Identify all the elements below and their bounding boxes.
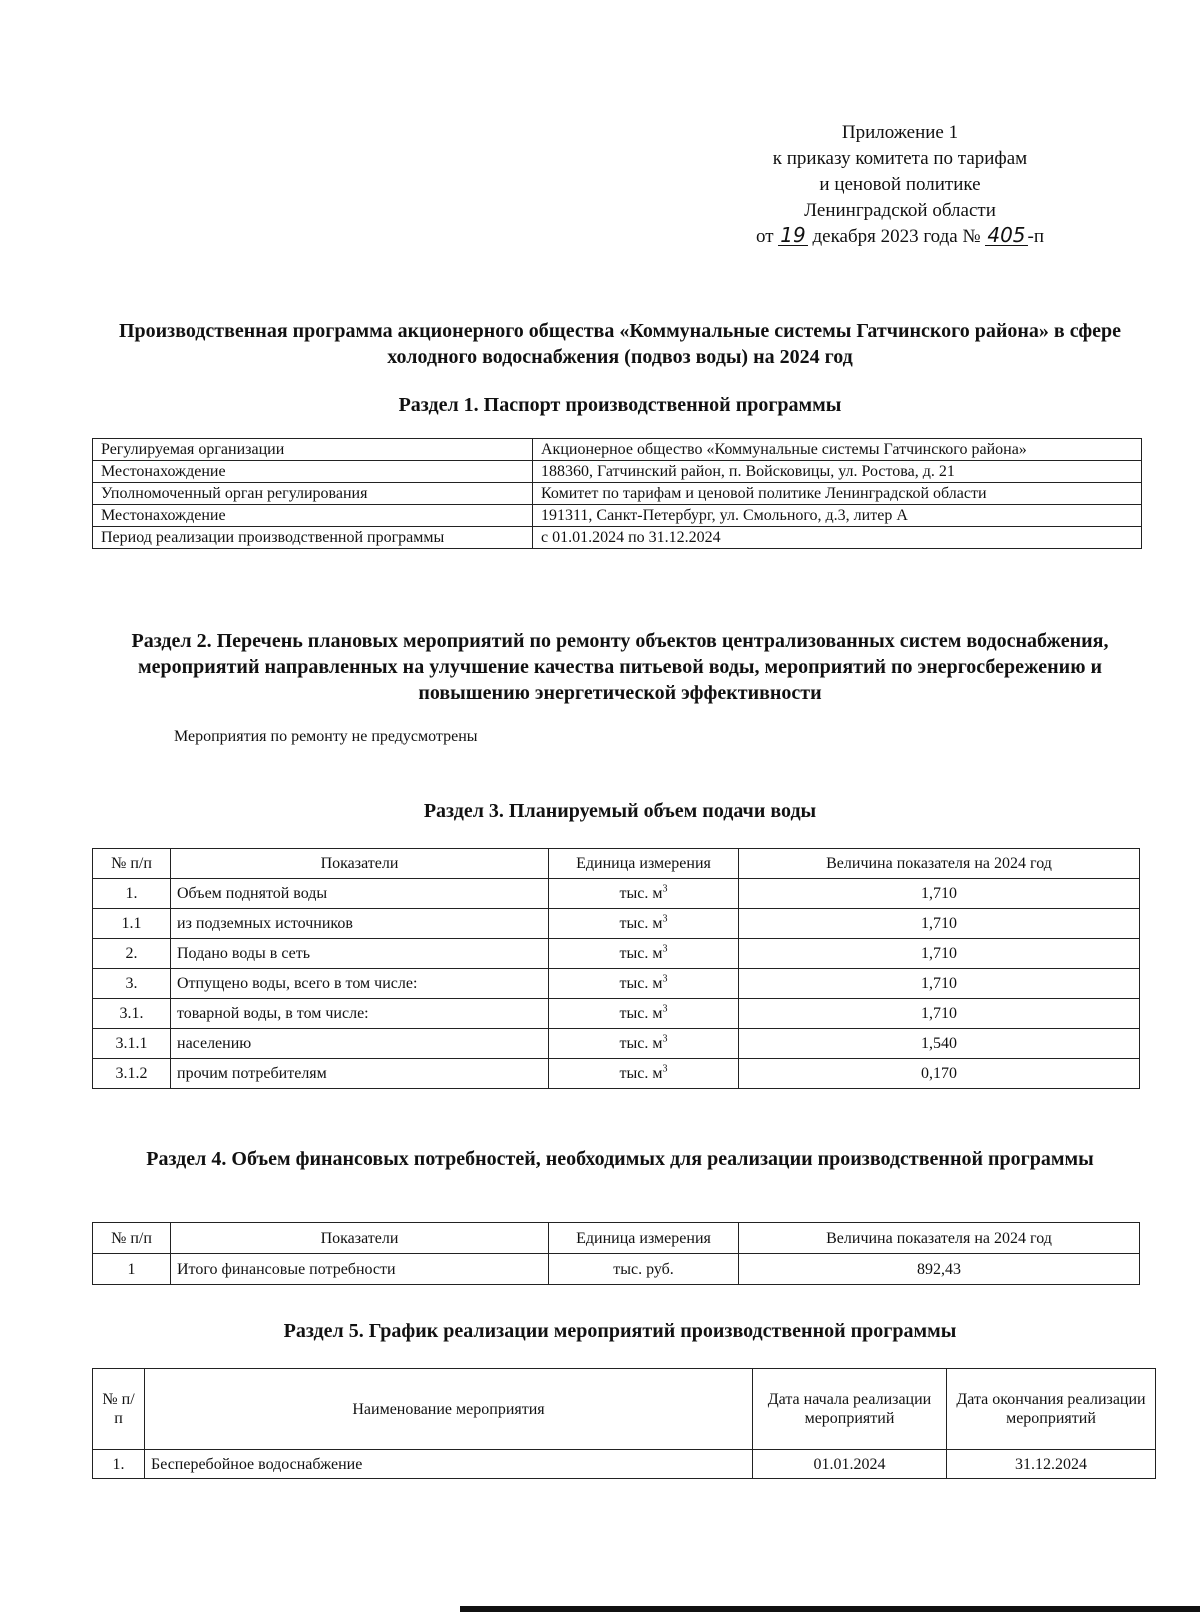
passport-value: 191311, Санкт-Петербург, ул. Смольного, д.3, литер А bbox=[533, 505, 1142, 527]
appendix-date-line bbox=[720, 224, 1080, 250]
appendix-line: и ценовой политике bbox=[819, 174, 981, 195]
table-row bbox=[93, 461, 1142, 483]
unit: тыс. $м^3$ bbox=[549, 939, 739, 969]
row-number: 3.1. bbox=[93, 999, 171, 1029]
table-row bbox=[93, 879, 1140, 909]
appendix-line: к приказу комитета по тарифам bbox=[772, 148, 1028, 169]
table-header-row bbox=[93, 1369, 1156, 1450]
indicator-name: Объем поднятой воды bbox=[171, 879, 549, 909]
financial-needs-table bbox=[92, 1222, 1140, 1285]
row-number: 2. bbox=[93, 939, 171, 969]
indicator-value: 0,170 bbox=[739, 1059, 1140, 1089]
column-header: Показатели bbox=[171, 1223, 549, 1254]
column-header: Единица измерения bbox=[549, 849, 739, 879]
table-header-row bbox=[93, 849, 1140, 879]
passport-value: Акционерное общество «Коммунальные системы Гатчинского района» bbox=[533, 439, 1142, 461]
column-header: Величина показателя на 2024 год bbox=[739, 849, 1140, 879]
unit: тыс. $м^3$ bbox=[549, 999, 739, 1029]
row-number: 1.1 bbox=[93, 909, 171, 939]
passport-value: с 01.01.2024 по 31.12.2024 bbox=[533, 527, 1142, 549]
date-prefix: от bbox=[755, 226, 774, 247]
table-row bbox=[93, 1029, 1140, 1059]
scan-edge-divider bbox=[460, 1606, 1200, 1612]
indicator-name: Подано воды в сеть bbox=[171, 939, 549, 969]
passport-value: 188360, Гатчинский район, п. Войсковицы, ул. Ростова, д. 21 bbox=[533, 461, 1142, 483]
passport-label: Период реализации производственной программы bbox=[93, 527, 533, 549]
table-row bbox=[93, 969, 1140, 999]
row-number: 3. bbox=[93, 969, 171, 999]
start-date: 01.01.2024 bbox=[753, 1450, 947, 1479]
end-date: 31.12.2024 bbox=[947, 1450, 1156, 1479]
column-header: Дата окончания реализации мероприятий bbox=[947, 1369, 1156, 1450]
indicator-value: 1,710 bbox=[739, 969, 1140, 999]
column-header: Дата начала реализации мероприятий bbox=[753, 1369, 947, 1450]
appendix-block bbox=[720, 120, 1080, 250]
indicator-name: прочим потребителям bbox=[171, 1059, 549, 1089]
row-number: 1 bbox=[93, 1254, 171, 1285]
indicator-name: товарной воды, в том числе: bbox=[171, 999, 549, 1029]
column-header: Наименование мероприятия bbox=[145, 1369, 753, 1450]
unit: тыс. $м^3$ bbox=[549, 1059, 739, 1089]
indicator-value: 892,43 bbox=[739, 1254, 1140, 1285]
indicator-value: 1,710 bbox=[739, 999, 1140, 1029]
handwritten-day: 19 bbox=[780, 223, 806, 247]
unit: тыс. руб. bbox=[549, 1254, 739, 1285]
appendix-line: Приложение 1 bbox=[841, 122, 959, 143]
column-header: Показатели bbox=[171, 849, 549, 879]
appendix-line: Ленинградской области bbox=[804, 200, 996, 221]
number-suffix: -п bbox=[1027, 226, 1045, 247]
indicator-name: Итого финансовые потребности bbox=[171, 1254, 549, 1285]
table-row bbox=[93, 909, 1140, 939]
table-row bbox=[93, 999, 1140, 1029]
indicator-value: 1,710 bbox=[739, 909, 1140, 939]
section2-note: Мероприятия по ремонту не предусмотрены bbox=[174, 728, 478, 745]
water-volume-table bbox=[92, 848, 1140, 1089]
section5-heading: Раздел 5. График реализации мероприятий производственной программы bbox=[283, 1320, 957, 1342]
unit: тыс. $м^3$ bbox=[549, 969, 739, 999]
unit: тыс. $м^3$ bbox=[549, 909, 739, 939]
row-number: 1. bbox=[93, 879, 171, 909]
date-rest: декабря 2023 года № bbox=[812, 226, 981, 247]
indicator-value: 1,710 bbox=[739, 939, 1140, 969]
table-row bbox=[93, 1059, 1140, 1089]
passport-label: Уполномоченный орган регулирования bbox=[93, 483, 533, 505]
indicator-value: 1,710 bbox=[739, 879, 1140, 909]
document-title: Производственная программа акционерного общества «Коммунальные системы Гатчинского района» в сфере холодного водоснабжения (подвоз воды) на 2024 год bbox=[118, 320, 1122, 368]
section3-heading: Раздел 3. Планируемый объем подачи воды bbox=[423, 800, 817, 822]
passport-label: Регулируемая организации bbox=[93, 439, 533, 461]
row-number: 1. bbox=[93, 1450, 145, 1479]
section1-heading: Раздел 1. Паспорт производственной программы bbox=[398, 394, 842, 416]
indicator-name: Отпущено воды, всего в том числе: bbox=[171, 969, 549, 999]
table-row bbox=[93, 439, 1142, 461]
passport-label: Местонахождение bbox=[93, 461, 533, 483]
table-row bbox=[93, 483, 1142, 505]
passport-value: Комитет по тарифам и ценовой политике Ленинградской области bbox=[533, 483, 1142, 505]
passport-label: Местонахождение bbox=[93, 505, 533, 527]
activity-name: Бесперебойное водоснабжение bbox=[145, 1450, 753, 1479]
row-number: 3.1.2 bbox=[93, 1059, 171, 1089]
column-header: № п/п bbox=[93, 849, 171, 879]
indicator-name: населению bbox=[171, 1029, 549, 1059]
section2-heading: Раздел 2. Перечень плановых мероприятий по ремонту объектов централизованных систем водоснабжения, мероприятий направленных на улучшение качества питьевой воды, мероприятий по энергосбережению и повышению энергетической эффективности bbox=[131, 630, 1109, 704]
unit: тыс. $м^3$ bbox=[549, 879, 739, 909]
table-row bbox=[93, 505, 1142, 527]
column-header: № п/п bbox=[93, 1223, 171, 1254]
column-header: № п/п bbox=[93, 1369, 145, 1450]
table-row bbox=[93, 1450, 1156, 1479]
unit: тыс. $м^3$ bbox=[549, 1029, 739, 1059]
table-row bbox=[93, 1254, 1140, 1285]
column-header: Величина показателя на 2024 год bbox=[739, 1223, 1140, 1254]
table-row bbox=[93, 939, 1140, 969]
indicator-name: из подземных источников bbox=[171, 909, 549, 939]
section4-heading: Раздел 4. Объем финансовых потребностей, необходимых для реализации производственной программы bbox=[146, 1148, 1094, 1170]
table-header-row bbox=[93, 1223, 1140, 1254]
row-number: 3.1.1 bbox=[93, 1029, 171, 1059]
schedule-table bbox=[92, 1368, 1156, 1479]
column-header: Единица измерения bbox=[549, 1223, 739, 1254]
handwritten-number: 405 bbox=[987, 223, 1026, 247]
table-row bbox=[93, 527, 1142, 549]
indicator-value: 1,540 bbox=[739, 1029, 1140, 1059]
passport-table bbox=[92, 438, 1142, 549]
